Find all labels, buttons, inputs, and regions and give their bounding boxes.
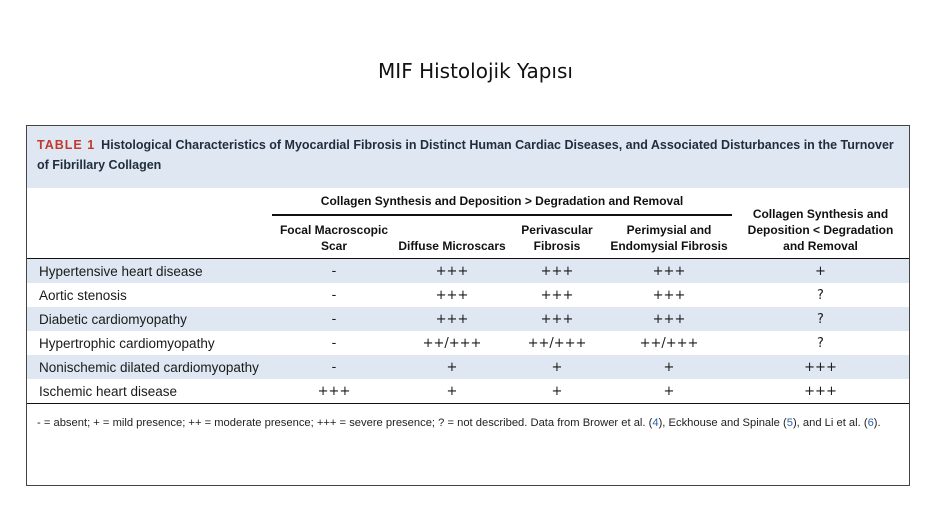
table-cell: + [396, 379, 508, 404]
table-cell: - [331, 287, 337, 303]
table-cell: + [606, 379, 732, 404]
reference-link-5[interactable]: 5 [786, 417, 793, 429]
reference-link-4[interactable]: 4 [652, 417, 659, 429]
table-cell: ? [732, 307, 909, 331]
table-cell: +++ [508, 259, 606, 284]
table-cell: +++ [508, 307, 606, 331]
table-cell: - [331, 335, 337, 351]
subheader-perivascular-fibrosis: Perivascular Fibrosis [521, 223, 593, 253]
table-cell: - [272, 355, 396, 379]
subheader-focal-scar: Focal Macroscopic Scar [279, 223, 389, 253]
table-cell: +++ [540, 287, 574, 303]
table-cell: + [508, 355, 606, 379]
subheader-diffuse-microscars: Diffuse Microscars [398, 239, 506, 253]
table-row [27, 283, 909, 307]
table-cell: ++/+++ [527, 335, 587, 351]
table-caption-text: Histological Characteristics of Myocardial Fibrosis in Distinct Human Cardiac Diseases, and Associated Disturbances in the Turnover of Fibrillary Collagen [37, 138, 894, 172]
table-cell: +++ [652, 287, 686, 303]
table-cell: +++ [606, 259, 732, 284]
table-row [27, 259, 909, 284]
table-cell: ? [817, 335, 824, 351]
row-label: Hypertensive heart disease [27, 259, 272, 284]
table-cell: +++ [272, 379, 396, 404]
subheader-perimysial-fibrosis: Perimysial and Endomysial Fibrosis [610, 223, 728, 253]
footnote-text: ). [873, 417, 881, 429]
row-label: Hypertrophic cardiomyopathy [39, 335, 215, 351]
row-label: Aortic stenosis [39, 287, 127, 303]
table-footnote [27, 404, 909, 432]
table-cell: +++ [435, 287, 469, 303]
footnote-text: - = absent; + = mild presence; ++ = moderate presence; +++ = severe presence; ? = not described. Data from Brower et al. ( [37, 417, 653, 429]
table-row [27, 331, 909, 355]
table-cell: + [732, 259, 909, 284]
table-row [27, 379, 909, 404]
table-cell: - [272, 307, 396, 331]
last-column-header: Collagen Synthesis and Deposition < Degradation and Removal [747, 207, 894, 253]
table-cell: +++ [732, 379, 909, 404]
row-label: Ischemic heart disease [27, 379, 272, 404]
table-cell: ? [817, 287, 824, 303]
group-header: Collagen Synthesis and Deposition > Degradation and Removal [272, 188, 732, 215]
table-row [27, 355, 909, 379]
row-label: Nonischemic dilated cardiomyopathy [27, 355, 272, 379]
footnote-text: ), and Li et al. ( [792, 417, 868, 429]
table-cell: + [606, 355, 732, 379]
table-cell: + [508, 379, 606, 404]
row-label-header [27, 188, 272, 215]
row-label: Diabetic cardiomyopathy [27, 307, 272, 331]
fibrosis-table [27, 188, 909, 404]
footnote-text: ), Eckhouse and Spinale ( [658, 417, 787, 429]
blank-subheader [27, 215, 272, 259]
table-label: TABLE 1 [37, 138, 96, 152]
table-cell: ++/+++ [422, 335, 482, 351]
table-cell: +++ [396, 259, 508, 284]
table-cell: + [396, 355, 508, 379]
table-cell: +++ [396, 307, 508, 331]
table-cell: - [272, 259, 396, 284]
slide-title: MIF Histolojik Yapısı [378, 59, 573, 83]
table-caption [27, 126, 909, 188]
reference-link-6[interactable]: 6 [867, 417, 874, 429]
table-cell: +++ [732, 355, 909, 379]
table-cell: +++ [606, 307, 732, 331]
table-row [27, 307, 909, 331]
table-cell: ++/+++ [639, 335, 699, 351]
table-figure [26, 125, 910, 486]
